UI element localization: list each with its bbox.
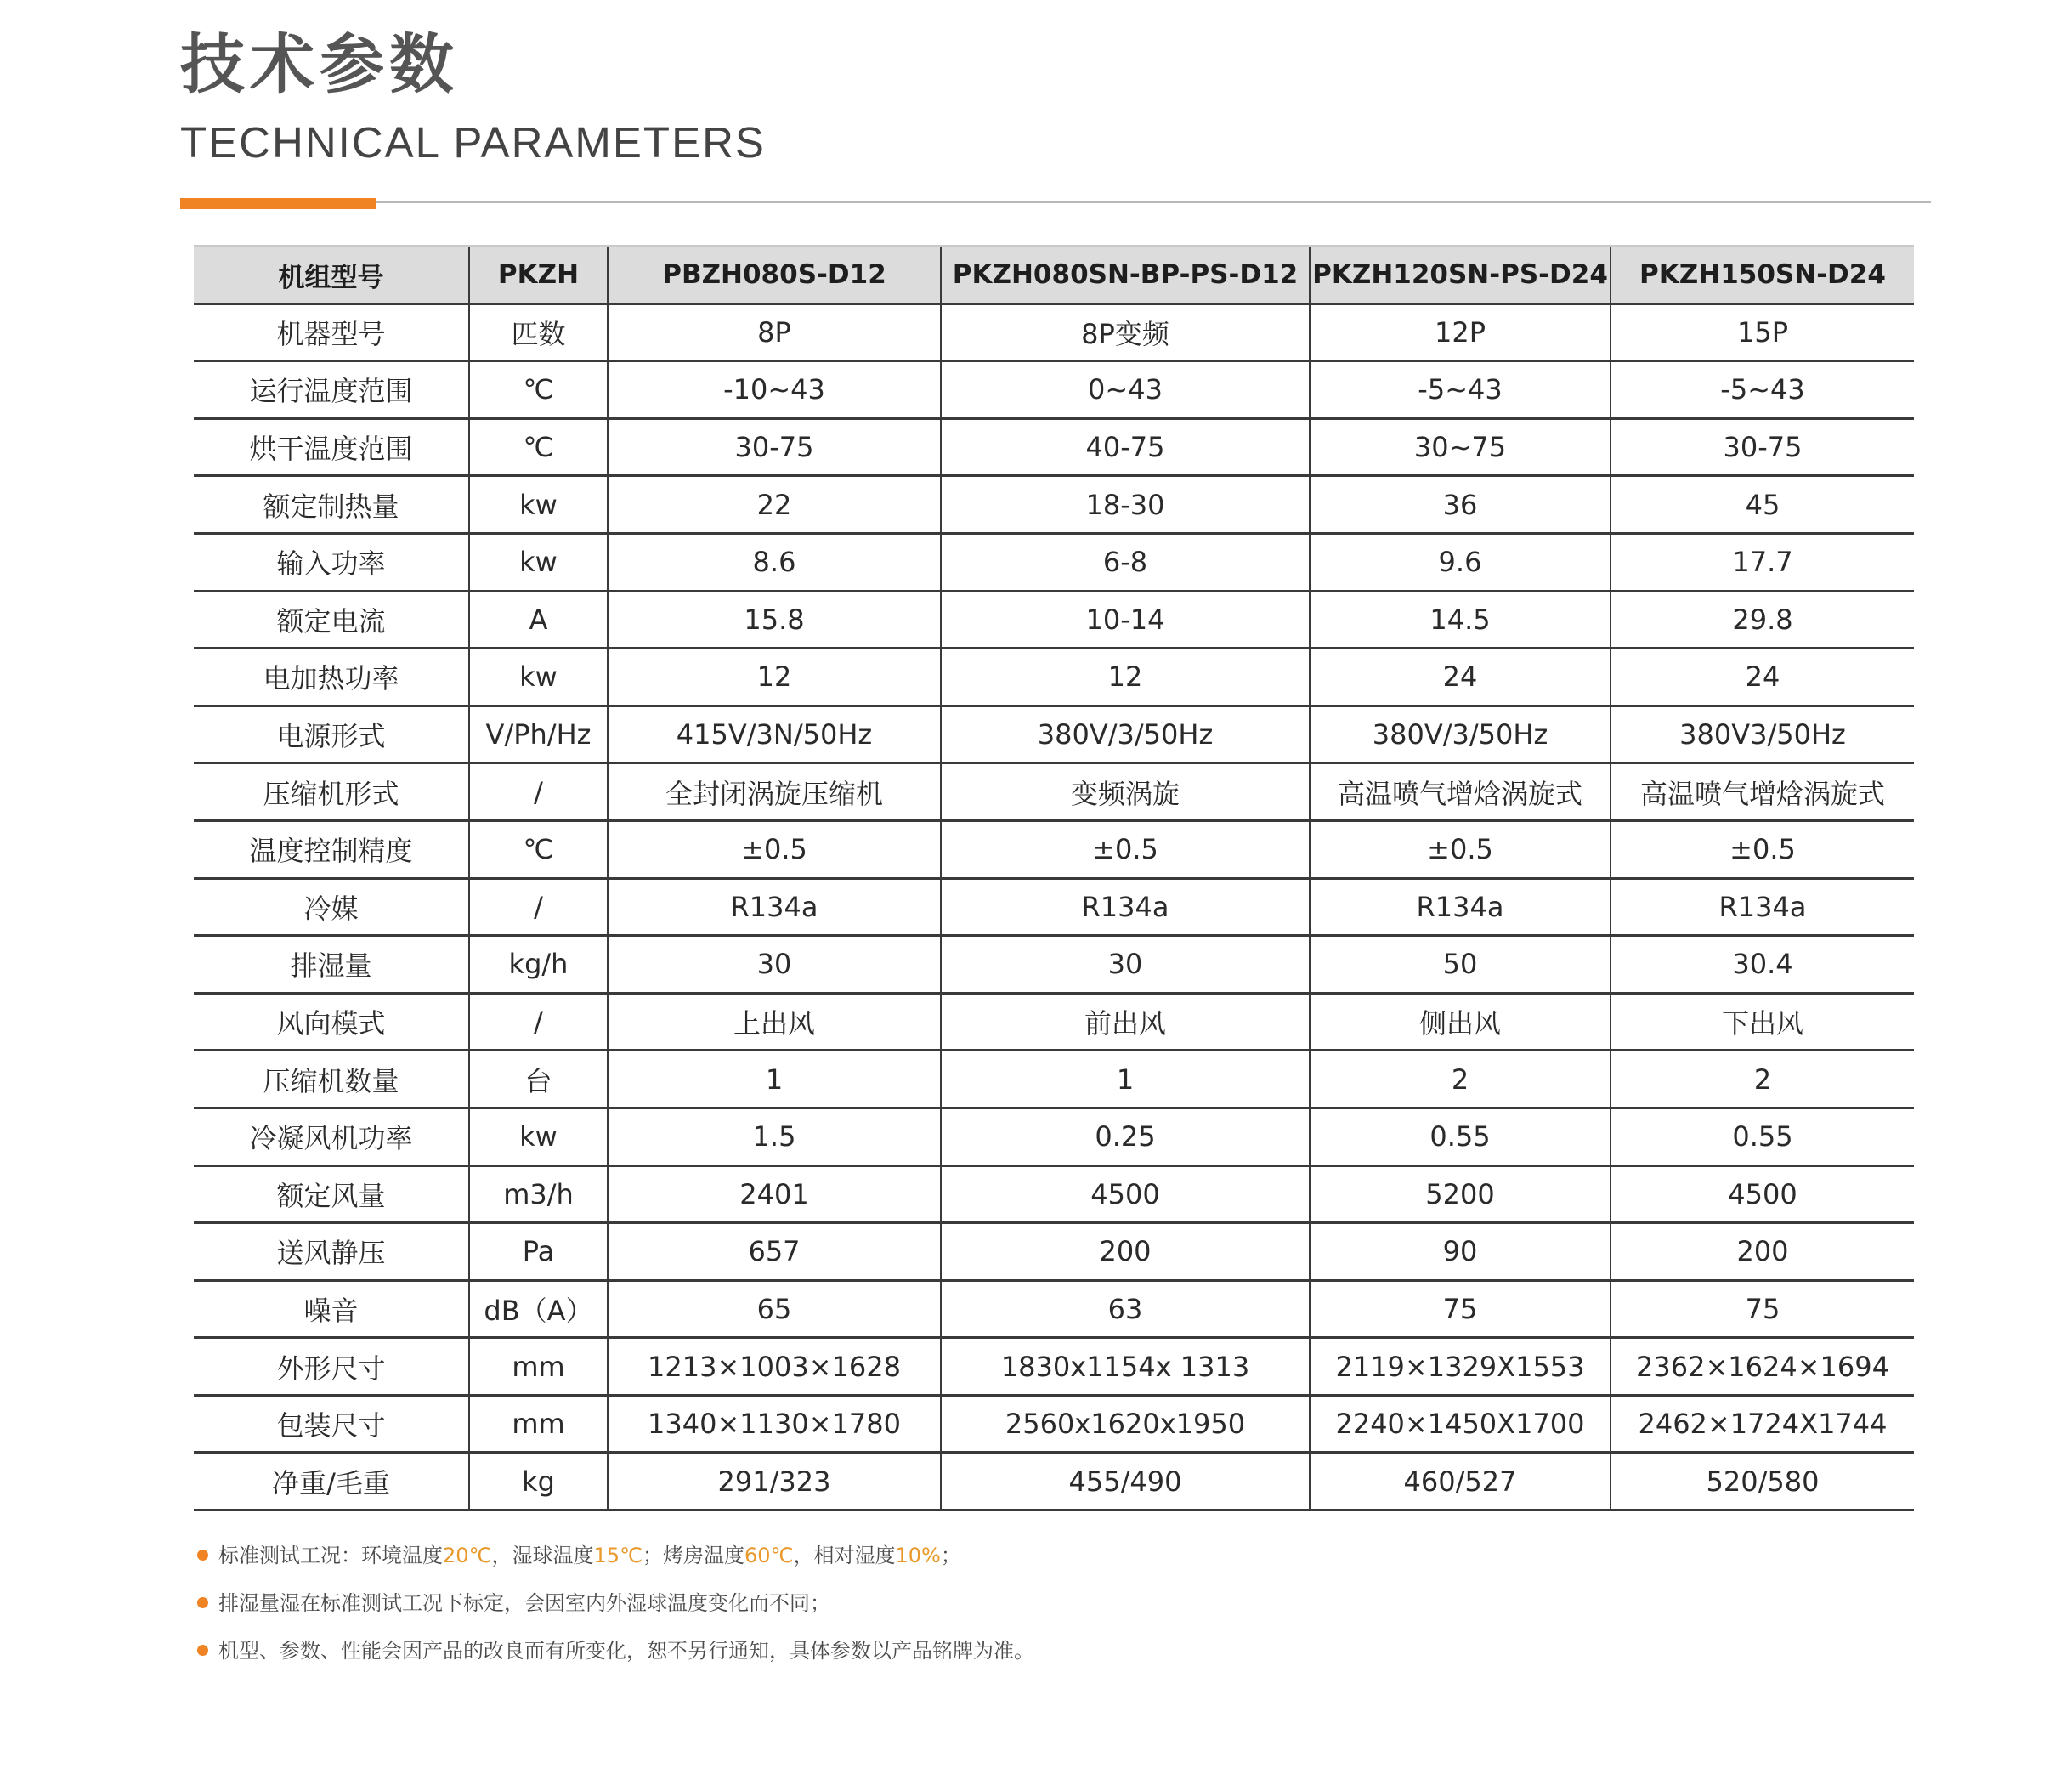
unit-cell: kw xyxy=(469,1108,608,1165)
header-cell: PBZH080S-D12 xyxy=(608,247,941,304)
header-cell: PKZH080SN-BP-PS-D12 xyxy=(941,247,1310,304)
table-row xyxy=(194,1280,1914,1338)
unit-cell: kw xyxy=(469,649,608,706)
unit-cell: ℃ xyxy=(469,418,608,476)
value-cell: 1830x1154x 1313 xyxy=(941,1338,1310,1396)
row-label-cell: 输入功率 xyxy=(194,533,469,591)
value-cell: ±0.5 xyxy=(941,820,1310,878)
note-highlight: 10% xyxy=(895,1544,941,1567)
value-cell: 高温喷气增焓涡旋式 xyxy=(1611,763,1914,821)
unit-cell: / xyxy=(469,878,608,936)
header-cell: PKZH120SN-PS-D24 xyxy=(1310,247,1611,304)
title-accent-bar xyxy=(180,198,376,209)
table-row xyxy=(194,1338,1914,1396)
value-cell: ±0.5 xyxy=(1310,820,1611,878)
unit-cell: / xyxy=(469,763,608,821)
row-label-cell: 运行温度范围 xyxy=(194,361,469,419)
value-cell: 1340×1130×1780 xyxy=(608,1395,941,1453)
table-row xyxy=(194,993,1914,1051)
value-cell: 9.6 xyxy=(1310,533,1611,591)
value-cell: 1 xyxy=(941,1051,1310,1108)
row-label-cell: 烘干温度范围 xyxy=(194,418,469,476)
value-cell: 29.8 xyxy=(1611,591,1914,649)
row-label-cell: 压缩机形式 xyxy=(194,763,469,821)
note-highlight: 20℃ xyxy=(443,1544,492,1567)
value-cell: 30-75 xyxy=(1611,418,1914,476)
value-cell: 36 xyxy=(1310,476,1611,534)
value-cell: 380V/3/50Hz xyxy=(1310,706,1611,763)
value-cell: -5~43 xyxy=(1310,361,1611,419)
value-cell: 657 xyxy=(608,1223,941,1281)
header-cell-label: 机组型号 xyxy=(194,247,469,304)
note-text: 标准测试工况：环境温度 xyxy=(218,1544,443,1567)
row-label-cell: 风向模式 xyxy=(194,993,469,1051)
value-cell: 0.55 xyxy=(1310,1108,1611,1165)
header-cell: PKZH150SN-D24 xyxy=(1611,247,1914,304)
bullet-dot-icon xyxy=(197,1597,208,1608)
row-label-cell: 压缩机数量 xyxy=(194,1051,469,1108)
row-label-cell: 送风静压 xyxy=(194,1223,469,1281)
row-label-cell: 额定风量 xyxy=(194,1165,469,1223)
value-cell: 4500 xyxy=(941,1165,1310,1223)
value-cell: 200 xyxy=(1611,1223,1914,1281)
value-cell: ±0.5 xyxy=(1611,820,1914,878)
value-cell: 380V3/50Hz xyxy=(1611,706,1914,763)
note-highlight: 60℃ xyxy=(744,1544,794,1567)
unit-cell: mm xyxy=(469,1395,608,1453)
note-text: 机型、参数、性能会因产品的改良而有所变化，恕不另行通知，具体参数以产品铭牌为准。 xyxy=(218,1639,1034,1663)
value-cell: 18-30 xyxy=(941,476,1310,534)
table-body xyxy=(194,303,1914,1510)
value-cell: 12 xyxy=(608,649,941,706)
row-label-cell: 电源形式 xyxy=(194,706,469,763)
value-cell: 380V/3/50Hz xyxy=(941,706,1310,763)
title-divider xyxy=(180,201,1931,203)
value-cell: 12 xyxy=(941,649,1310,706)
unit-cell: 匹数 xyxy=(469,303,608,361)
unit-cell: kg/h xyxy=(469,936,608,994)
value-cell: 6-8 xyxy=(941,533,1310,591)
row-label-cell: 冷媒 xyxy=(194,878,469,936)
unit-cell: m3/h xyxy=(469,1165,608,1223)
value-cell: -10~43 xyxy=(608,361,941,419)
value-cell: 上出风 xyxy=(608,993,941,1051)
bullet-dot-icon xyxy=(197,1645,208,1656)
value-cell: 0~43 xyxy=(941,361,1310,419)
unit-cell: 台 xyxy=(469,1051,608,1108)
value-cell: 40-75 xyxy=(941,418,1310,476)
value-cell: 4500 xyxy=(1611,1165,1914,1223)
value-cell: 24 xyxy=(1611,649,1914,706)
value-cell: R134a xyxy=(941,878,1310,936)
table-row xyxy=(194,936,1914,994)
row-label-cell: 噪音 xyxy=(194,1280,469,1338)
table-row xyxy=(194,1051,1914,1108)
value-cell: 75 xyxy=(1310,1280,1611,1338)
value-cell: 15P xyxy=(1611,303,1914,361)
row-label-cell: 外形尺寸 xyxy=(194,1338,469,1396)
value-cell: 30 xyxy=(941,936,1310,994)
value-cell: 22 xyxy=(608,476,941,534)
value-cell: ±0.5 xyxy=(608,820,941,878)
value-cell: 2362×1624×1694 xyxy=(1611,1338,1914,1396)
value-cell: 1213×1003×1628 xyxy=(608,1338,941,1396)
unit-cell: ℃ xyxy=(469,820,608,878)
note-text: 排湿量湿在标准测试工况下标定，会因室内外湿球温度变化而不同； xyxy=(218,1591,830,1615)
note-text: ；烤房温度 xyxy=(643,1544,744,1567)
table-row xyxy=(194,878,1914,936)
row-label-cell: 电加热功率 xyxy=(194,649,469,706)
table-row xyxy=(194,361,1914,419)
value-cell: 2119×1329X1553 xyxy=(1310,1338,1611,1396)
value-cell: 2462×1724X1744 xyxy=(1611,1395,1914,1453)
unit-cell: dB（A） xyxy=(469,1280,608,1338)
value-cell: 50 xyxy=(1310,936,1611,994)
note-text: ，湿球温度 xyxy=(491,1544,594,1567)
unit-cell: kw xyxy=(469,533,608,591)
value-cell: 下出风 xyxy=(1611,993,1914,1051)
value-cell: 75 xyxy=(1611,1280,1914,1338)
page-title: 技术参数 xyxy=(180,26,459,102)
header-cell: PKZH xyxy=(469,247,608,304)
value-cell: 变频涡旋 xyxy=(941,763,1310,821)
page-subtitle: TECHNICAL PARAMETERS xyxy=(180,118,766,167)
table-row xyxy=(194,706,1914,763)
value-cell: 200 xyxy=(941,1223,1310,1281)
value-cell: 520/580 xyxy=(1611,1453,1914,1510)
value-cell: 2 xyxy=(1611,1051,1914,1108)
value-cell: 291/323 xyxy=(608,1453,941,1510)
value-cell: 2401 xyxy=(608,1165,941,1223)
table-row xyxy=(194,820,1914,878)
value-cell: 30~75 xyxy=(1310,418,1611,476)
table-row xyxy=(194,476,1914,534)
value-cell: 17.7 xyxy=(1611,533,1914,591)
row-label-cell: 包装尺寸 xyxy=(194,1395,469,1453)
note-text: ； xyxy=(940,1544,961,1567)
value-cell: 侧出风 xyxy=(1310,993,1611,1051)
unit-cell: V/Ph/Hz xyxy=(469,706,608,763)
unit-cell: ℃ xyxy=(469,361,608,419)
row-label-cell: 额定电流 xyxy=(194,591,469,649)
value-cell: R134a xyxy=(608,878,941,936)
note-item xyxy=(197,1579,1034,1627)
value-cell: -5~43 xyxy=(1611,361,1914,419)
value-cell: 24 xyxy=(1310,649,1611,706)
table-row xyxy=(194,1165,1914,1223)
unit-cell: / xyxy=(469,993,608,1051)
value-cell: 5200 xyxy=(1310,1165,1611,1223)
value-cell: 全封闭涡旋压缩机 xyxy=(608,763,941,821)
row-label-cell: 净重/毛重 xyxy=(194,1453,469,1510)
value-cell: 14.5 xyxy=(1310,591,1611,649)
value-cell: 63 xyxy=(941,1280,1310,1338)
value-cell: 8P变频 xyxy=(941,303,1310,361)
table-row xyxy=(194,1108,1914,1165)
unit-cell: Pa xyxy=(469,1223,608,1281)
value-cell: 2 xyxy=(1310,1051,1611,1108)
value-cell: 45 xyxy=(1611,476,1914,534)
note-item xyxy=(197,1532,1034,1579)
value-cell: 2560x1620x1950 xyxy=(941,1395,1310,1453)
value-cell: 455/490 xyxy=(941,1453,1310,1510)
value-cell: 8P xyxy=(608,303,941,361)
table-row xyxy=(194,533,1914,591)
value-cell: 1.5 xyxy=(608,1108,941,1165)
table-row xyxy=(194,1453,1914,1510)
value-cell: 65 xyxy=(608,1280,941,1338)
unit-cell: kg xyxy=(469,1453,608,1510)
row-label-cell: 机器型号 xyxy=(194,303,469,361)
value-cell: 12P xyxy=(1310,303,1611,361)
notes-list xyxy=(197,1532,1034,1675)
row-label-cell: 冷凝风机功率 xyxy=(194,1108,469,1165)
note-highlight: 15℃ xyxy=(593,1544,643,1567)
value-cell: 高温喷气增焓涡旋式 xyxy=(1310,763,1611,821)
value-cell: 30 xyxy=(608,936,941,994)
note-text: ，相对湿度 xyxy=(793,1544,896,1567)
value-cell: 30.4 xyxy=(1611,936,1914,994)
row-label-cell: 排湿量 xyxy=(194,936,469,994)
table-row xyxy=(194,591,1914,649)
value-cell: 10-14 xyxy=(941,591,1310,649)
value-cell: R134a xyxy=(1611,878,1914,936)
table-row xyxy=(194,418,1914,476)
table-row xyxy=(194,1223,1914,1281)
value-cell: 460/527 xyxy=(1310,1453,1611,1510)
value-cell: 15.8 xyxy=(608,591,941,649)
table-row xyxy=(194,763,1914,821)
row-label-cell: 额定制热量 xyxy=(194,476,469,534)
bullet-dot-icon xyxy=(197,1550,208,1561)
unit-cell: mm xyxy=(469,1338,608,1396)
value-cell: 2240×1450X1700 xyxy=(1310,1395,1611,1453)
value-cell: R134a xyxy=(1310,878,1611,936)
unit-cell: A xyxy=(469,591,608,649)
table-header-row xyxy=(194,247,1914,304)
value-cell: 30-75 xyxy=(608,418,941,476)
table-row xyxy=(194,303,1914,361)
value-cell: 90 xyxy=(1310,1223,1611,1281)
table-row xyxy=(194,649,1914,706)
value-cell: 1 xyxy=(608,1051,941,1108)
row-label-cell: 温度控制精度 xyxy=(194,820,469,878)
spec-table xyxy=(194,245,1914,1511)
table-row xyxy=(194,1395,1914,1453)
value-cell: 415V/3N/50Hz xyxy=(608,706,941,763)
value-cell: 8.6 xyxy=(608,533,941,591)
value-cell: 前出风 xyxy=(941,993,1310,1051)
value-cell: 0.25 xyxy=(941,1108,1310,1165)
note-item xyxy=(197,1627,1034,1675)
unit-cell: kw xyxy=(469,476,608,534)
value-cell: 0.55 xyxy=(1611,1108,1914,1165)
